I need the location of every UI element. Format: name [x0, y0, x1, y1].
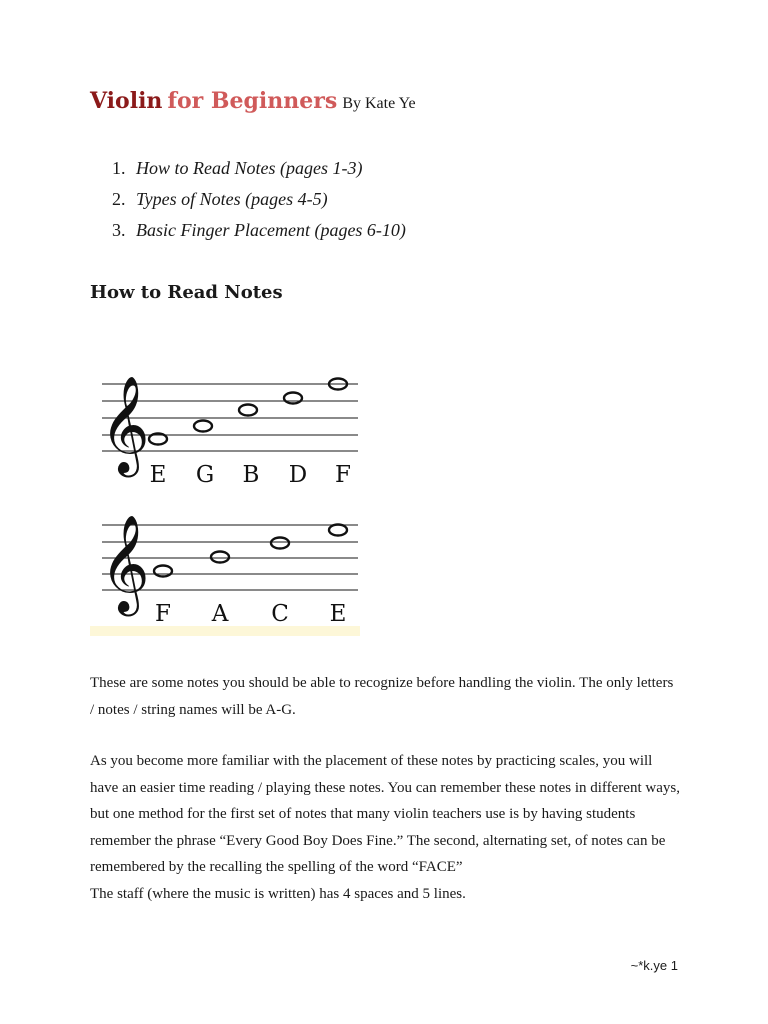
note-letter: F: [155, 601, 171, 627]
document-title: [90, 88, 416, 114]
note-A: [211, 552, 229, 563]
toc-item-text: Basic Finger Placement (pages 6-10): [136, 220, 406, 240]
note-letter: E: [329, 601, 347, 627]
toc-item-text: Types of Notes (pages 4-5): [136, 189, 328, 209]
staff-2: [100, 514, 358, 627]
note-B: [239, 405, 257, 416]
note-letter: G: [195, 462, 215, 488]
title-violin: Violin: [90, 88, 163, 114]
note-letter: D: [288, 462, 308, 488]
toc-item: [112, 218, 406, 249]
staff-1: [100, 375, 358, 488]
table-of-contents: [112, 156, 406, 249]
notes-figure: [90, 360, 360, 636]
intro-paragraph: These are some notes you should be able to recognize before handling the violin. The only letters / notes / string names will be A-G.: [90, 675, 674, 718]
mnemonic-text: As you become more familiar with the placement of these notes by practicing scales, you will have an easier time reading / playing these notes. You can remember these notes in different ways, but one method for the first set of notes that many violin teachers use is by having students remember the phrase “Every Good Boy Does Fine.” The second, alternating set, of notes can be remembered by the recalling the spelling of the word “FACE”: [90, 753, 680, 875]
note-E: [329, 525, 347, 536]
note-letter: F: [335, 462, 351, 488]
note-letter: E: [149, 462, 167, 488]
toc-item-number: 2.: [112, 189, 126, 209]
page-footer: ~*k.ye 1: [630, 958, 678, 973]
staff-diagram: [90, 360, 360, 636]
note-C: [271, 538, 289, 549]
note-F: [154, 566, 172, 577]
staff-description: The staff (where the music is written) has 4 spaces and 5 lines.: [90, 885, 466, 902]
toc-item: [112, 156, 406, 187]
toc-item: [112, 187, 406, 218]
title-byline: By Kate Ye: [342, 95, 416, 112]
note-letter: A: [211, 601, 229, 627]
note-G: [194, 421, 212, 432]
mnemonic-paragraph: [90, 748, 680, 907]
toc-item-number: 3.: [112, 220, 126, 240]
title-for-beginners: for Beginners: [167, 88, 338, 114]
note-D: [284, 393, 302, 404]
toc-item-text: How to Read Notes (pages 1-3): [136, 158, 363, 178]
note-letter: B: [242, 462, 260, 488]
treble-clef-icon: 𝄞: [100, 375, 150, 473]
note-letter: C: [271, 601, 289, 627]
treble-clef-icon: 𝄞: [100, 514, 150, 612]
toc-item-number: 1.: [112, 158, 126, 178]
figure-highlight-strip: [90, 626, 360, 636]
section-heading: How to Read Notes: [90, 282, 283, 303]
